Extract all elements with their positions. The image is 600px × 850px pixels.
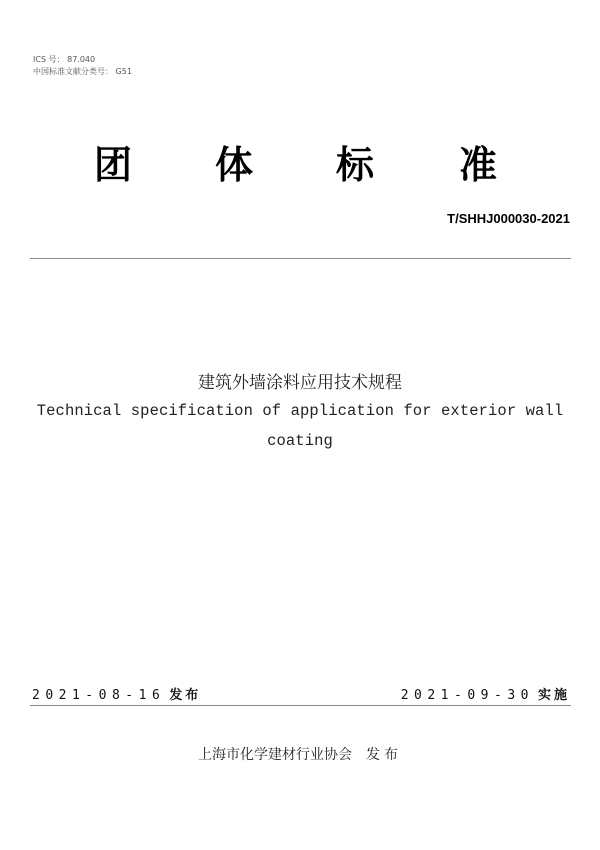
issuer-name: 上海市化学建材行业协会 xyxy=(198,747,352,763)
standard-type-title xyxy=(0,134,600,187)
bottom-divider xyxy=(30,705,571,706)
title-char-4: 准 xyxy=(459,143,498,187)
title-char-3: 标 xyxy=(336,143,375,187)
publish-date-value: 2021-08-16 xyxy=(32,688,166,703)
title-char-1: 团 xyxy=(94,143,133,187)
implement-date xyxy=(401,684,570,703)
publish-date xyxy=(32,684,201,703)
standard-number: T/SHHJ000030-2021 xyxy=(447,211,570,226)
title-char-2: 体 xyxy=(215,143,254,187)
publish-label: 发布 xyxy=(169,688,202,703)
ccs-number: 中国标准文献分类号： G51 xyxy=(33,67,132,76)
issuer-label: 发布 xyxy=(366,747,402,763)
implement-label: 实施 xyxy=(537,688,570,703)
issuer xyxy=(0,744,600,764)
document-title-cn: 建筑外墙涂料应用技术规程 xyxy=(198,373,402,393)
ics-number: ICS 号： 87.040 xyxy=(33,55,96,64)
implement-date-value: 2021-09-30 xyxy=(400,688,534,703)
top-divider xyxy=(30,258,571,259)
document-title-en: Technical specification of application for exterior wall coating xyxy=(36,402,564,450)
